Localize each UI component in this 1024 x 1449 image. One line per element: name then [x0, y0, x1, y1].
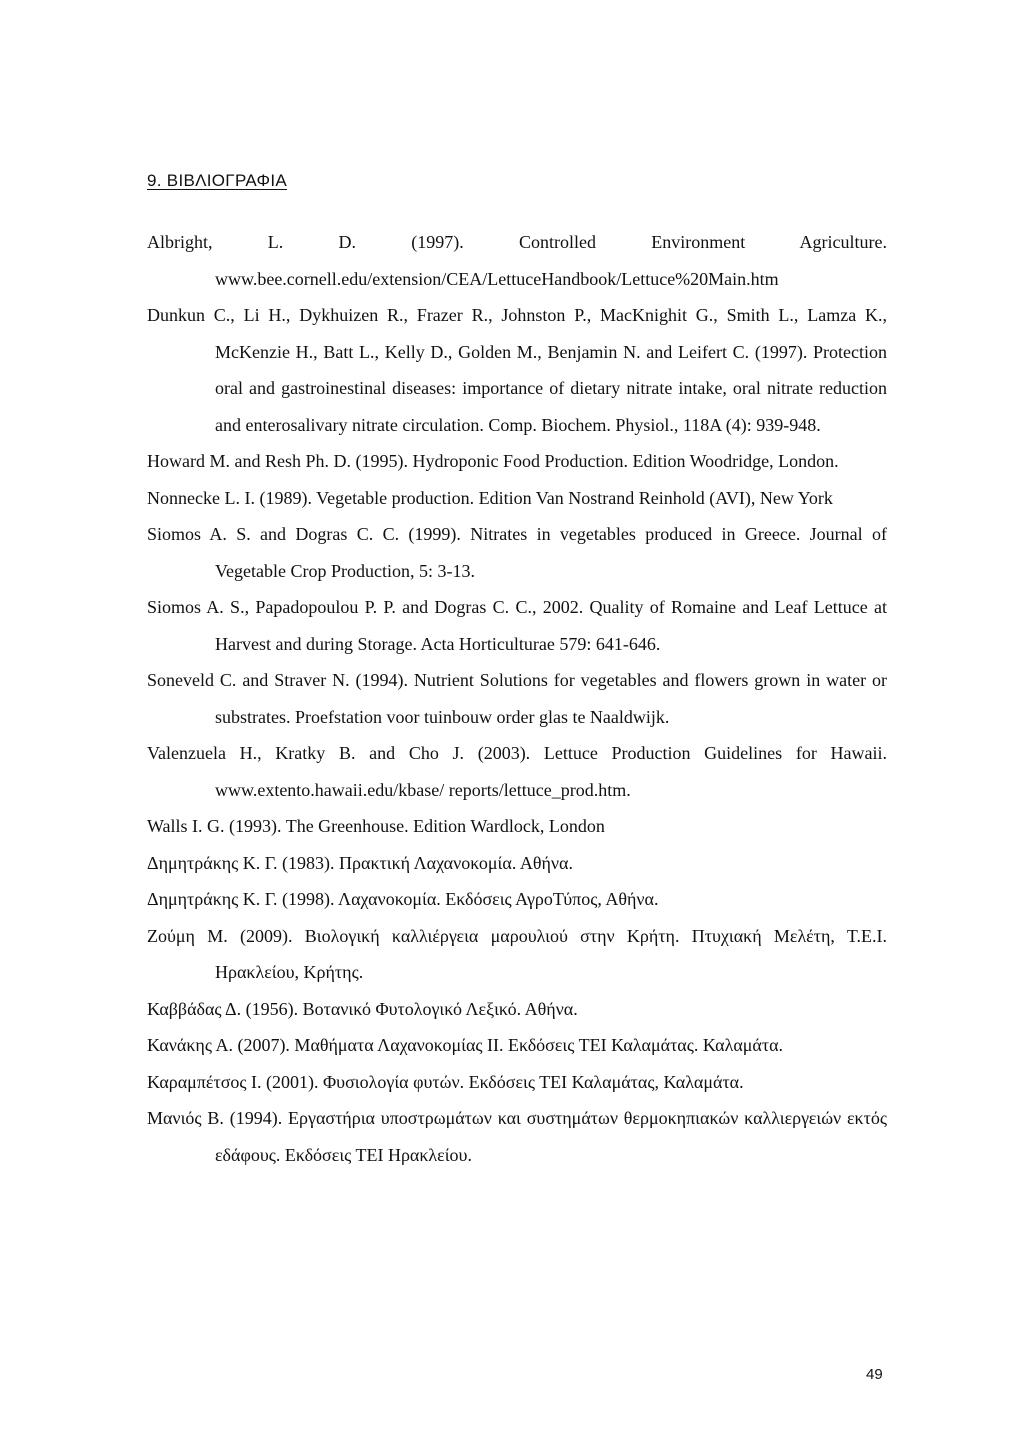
reference-item: Δημητράκης Κ. Γ. (1998). Λαχανοκομία. Εκδόσεις ΑγροΤύπος, Αθήνα.: [147, 889, 659, 909]
page-number: 49: [866, 1366, 883, 1383]
reference-item: Nonnecke L. I. (1989). Vegetable production. Edition Van Nostrand Reinhold (AVI), New York: [147, 487, 833, 508]
reference-item: Μανιός Β. (1994). Εργαστήρια υποστρωμάτων και συστημάτων θερμοκηπιακών καλλιεργειών εκτός εδάφους. Εκδόσεις ΤΕΙ Ηρακλείου.: [147, 1108, 887, 1165]
reference-item: Valenzuela H., Kratky B. and Cho J. (2003). Lettuce Production Guidelines for Hawaii. www.extento.hawaii.edu/kbase/ reports/lettuce_prod.htm.: [147, 743, 887, 800]
reference-item: Siomos A. S., Papadopoulou P. P. and Dogras C. C., 2002. Quality of Romaine and Leaf Lettuce at Harvest and during Storage. Acta Horticulturae 579: 641-646.: [147, 597, 887, 654]
reference-item: Siomos A. S. and Dogras C. C. (1999). Nitrates in vegetables produced in Greece. Journal of Vegetable Crop Production, 5: 3-13.: [147, 524, 887, 581]
reference-item: Καραμπέτσος Ι. (2001). Φυσιολογία φυτών. Εκδόσεις ΤΕΙ Καλαμάτας, Καλαμάτα.: [147, 1071, 744, 1092]
reference-item: Ζούμη Μ. (2009). Βιολογική καλλιέργεια μαρουλιού στην Κρήτη. Πτυχιακή Μελέτη, Τ.Ε.Ι. Ηρακλείου, Κρήτης.: [147, 925, 887, 982]
reference-item: Δημητράκης Κ. Γ. (1983). Πρακτική Λαχανοκομία. Αθήνα.: [147, 852, 573, 873]
reference-item: Walls I. G. (1993). The Greenhouse. Edition Wardlock, London: [147, 816, 605, 836]
reference-list: [147, 224, 887, 1173]
reference-item: Κανάκης Α. (2007). Μαθήματα Λαχανοκομίας ΙΙ. Εκδόσεις ΤΕΙ Καλαμάτας. Καλαμάτα.: [147, 1035, 784, 1055]
section-title: 9. ΒΙΒΛΙΟΓΡΑΦΙΑ: [147, 171, 288, 190]
reference-item: Albright, L. D. (1997). Controlled Environment Agriculture. www.bee.cornell.edu/extension/CEA/LettuceHandbook/Lettuce%20Main.htm: [147, 232, 887, 289]
reference-item: Soneveld C. and Straver N. (1994). Nutrient Solutions for vegetables and flowers grown in water or substrates. Proefstation voor tuinbouw order glas te Naaldwijk.: [147, 670, 887, 727]
reference-item: Howard M. and Resh Ph. D. (1995). Hydroponic Food Production. Edition Woodridge, London.: [147, 451, 839, 471]
reference-item: Dunkun C., Li H., Dykhuizen R., Frazer R., Johnston P., MacKnighit G., Smith L., Lamza K., McKenzie H., Batt L., Kelly D., Golden M., Benjamin N. and Leifert C. (1997). Protection oral and gastroinestinal diseases: importance of dietary nitrate intake, oral nitrate reduction and enterosalivary nitrate circulation. Comp. Biochem. Physiol., 118A (4): 939-948.: [147, 305, 887, 435]
reference-item: Καββάδας Δ. (1956). Βοτανικό Φυτολογικό Λεξικό. Αθήνα.: [147, 998, 578, 1019]
